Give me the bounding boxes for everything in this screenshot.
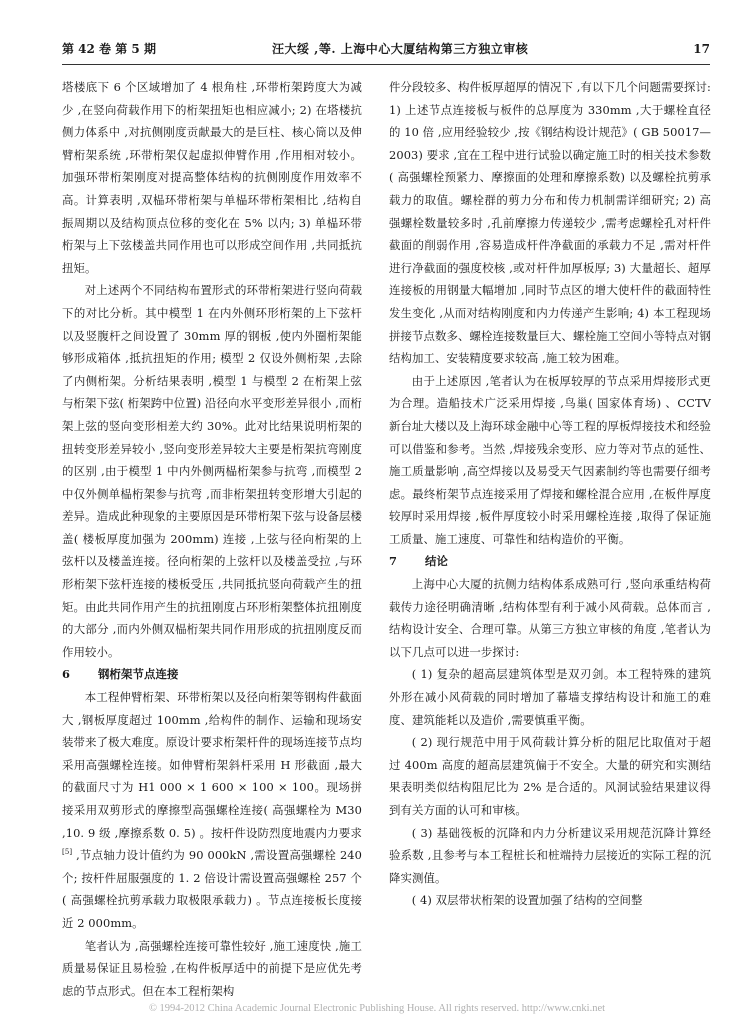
section-title: 钢桁架节点连接 (98, 667, 179, 682)
paragraph: ( 4) 双层带状桁架的设置加强了结构的空间整 (411, 893, 643, 908)
section-number: 7 (389, 554, 398, 569)
copyright-footer: © 1994-2012 China Academic Journal Electronic Publishing House. All rights reserved. http://www.cnki.net (148, 1003, 606, 1014)
header-divider (62, 64, 710, 65)
paragraph: ( 1) 复杂的超高层建筑体型是双刃剑。本工程特殊的建筑外形在减小风荷载的同时增加了幕墙支撑结构设计和施工的难度、建筑能耗以及造价 ,需要慎重平衡。 (389, 667, 711, 727)
running-header (62, 38, 710, 60)
paragraph-text: 本工程伸臂桁架、环带桁架以及径向桁架等钢构件截面大 ,钢板厚度超过 100mm ,给构件的制作、运输和现场安装带来了极大难度。原设计要求桁架杆件的现场连接节点均采用高强螺栓连接。如伸臂桁架斜杆采用 H 形截面 ,最大的截面尺寸为 H1 000 × 1 600 × 100 × 100。现场拼接采用双剪形式的摩擦型高强螺栓连接( 高强螺栓为 M30 ,10. 9 级 ,摩擦系数 0. 5) 。按杆件设防烈度地震内力要求 (62, 690, 362, 840)
citation-ref[interactable]: [5] (62, 848, 73, 857)
paragraph (62, 686, 362, 935)
paragraph: 上海中心大厦的抗侧力结构体系成熟可行 ,竖向承重结构荷载传力途径明确清晰 ,结构体型有利于减小风荷载。总体而言 ,结构设计安全、合理可靠。从第三方独立审核的角度 ,笔者认为以下几点可以进一步探讨: (389, 577, 711, 659)
left-column (62, 76, 362, 1002)
paragraph: ( 3) 基础筏板的沉降和内力分析建议采用规范沉降计算经验系数 ,且参考与本工程桩长和桩端持力层接近的实际工程的沉降实测值。 (389, 825, 711, 885)
section-heading-6 (62, 663, 362, 686)
volume-issue: 第 42 卷 第 5 期 (62, 42, 156, 56)
paragraph: 由于上述原因 ,笔者认为在板厚较厚的节点采用焊接形式更为合理。造船技术广泛采用焊接 ,鸟巢( 国家体育场) 、CCTV 新台址大楼以及上海环球金融中心等工程的厚板焊接技术和经验可以借鉴和参考。当然 ,焊接残余变形、应力等对节点的延性、施工质量影响 ,高空焊接以及易受天气因素制约等也需要仔细考虑。最终桁架节点连接采用了焊接和螺栓混合应用 ,在板件厚度较厚时采用焊接 ,板件厚度较小时采用螺栓连接 ,取得了保证施工质量、施工速度、可靠性和结构造价的平衡。 (389, 373, 711, 546)
section-heading-7 (389, 550, 711, 573)
section-title: 结论 (425, 554, 448, 569)
paragraph: 对上述两个不同结构布置形式的环带桁架进行竖向荷载下的对比分析。其中模型 1 在内外侧环形桁架的上下弦杆以及竖腹杆之间设置了 30mm 厚的钢板 ,使内外圈桁架能够形成箱体 ,抵抗扭矩的作用; 模型 2 仅设外侧桁架 ,去除了内侧桁架。分析结果表明 ,模型 1 与模型 2 在桁架上弦与桁架下弦( 桁架跨中位置) 沿径向水平变形差异很小 ,而桁架上弦的竖向变形相差大约 30%。此对比结果说明桁架的扭转变形差异较小 ,竖向变形差异较大主要是桁架抗弯刚度的区别 ,由于模型 1 中内外侧两榀桁架参与抗弯 ,而模型 2 中仅外侧单榀桁架参与抗弯 ,而非桁架扭转变形增大引起的差异。造成此种现象的主要原因是环带桁架下弦与设备层楼盖( 楼板厚度加强为 200mm) 连接 ,上弦与径向桁架的上弦杆以及楼盖连接。径向桁架的上弦杆以及楼盖受拉 ,与环形桁架下弦杆连接的楼板受压 ,共同抵抗竖向荷载产生的扭矩。由此共同作用产生的抗扭刚度占环形桁架整体抗扭刚度的大部分 ,而内外侧双榀桁架共同作用形成的抗扭刚度反而作用较小。 (62, 283, 362, 659)
page-number: 17 (693, 42, 710, 56)
running-title: 汪大绥 ,等. 上海中心大厦结构第三方独立审核 (272, 42, 529, 56)
paragraph: 笔者认为 ,高强螺栓连接可靠性较好 ,施工速度快 ,施工质量易保证且易检验 ,在构件板厚适中的前提下是应优先考虑的节点形式。但在本工程桁架构 (62, 938, 362, 998)
right-column (389, 76, 711, 912)
section-number: 6 (62, 667, 71, 682)
paragraph-text: ,节点轴力设计值约为 90 000kN ,需设置高强螺栓 240 个; 按杆件屈服强度的 1. 2 倍设计需设置高强螺栓 257 个( 高强螺栓抗剪承载力取极限承载力) 。节点连接板长度接近 2 000mm。 (62, 848, 362, 930)
paragraph: 塔楼底下 6 个区域增加了 4 根角柱 ,环带桁架跨度大为减少 ,在竖向荷载作用下的桁架扭矩也相应减小; 2) 在塔楼抗侧力体系中 ,对抗侧刚度贡献最大的是巨柱、核心筒以及伸臂桁架系统 ,环带桁架仅起虚拟伸臂作用 ,作用相对较小。加强环带桁架刚度对提高整体结构的抗侧刚度作用效率不高。计算表明 ,双榀环带桁架与单榀环带桁架相比 ,结构自振周期以及结构顶点位移的变化在 5% 以内; 3) 单榀环带桁架与上下弦楼盖共同作用也可以形成空间作用 ,共同抵抗扭矩。 (62, 80, 362, 275)
paragraph: 件分段较多、构件板厚超厚的情况下 ,有以下几个问题需要探讨: 1) 上述节点连接板与板件的总厚度为 330mm ,大于螺栓直径的 10 倍 ,应用经验较少 ,按《钢结构设计规范》( GB 50017—2003) 要求 ,宜在工程中进行试验以确定施工时的相关技术参数( 高强螺栓预紧力、摩擦面的处理和摩擦系数) 以及螺栓抗剪承载力的取值。螺栓群的剪力分布和传力机制需详细研究; 2) 高强螺栓数量较多时 ,孔前摩擦力传递较少 ,需考虑螺栓孔对杆件截面的削弱作用 ,容易造成杆件净截面的承载力不足 ,需对杆件进行净截面的强度校核 ,或对杆件加厚板厚; 3) 大量超长、超厚连接板的用钢量大幅增加 ,同时节点区的增大使杆件的截面特性发生变化 ,从而对结构刚度和内力传递产生影响; 4) 本工程现场拼接节点数多、螺栓连接数量巨大、螺栓施工空间小等特点对钢结构加工、安装精度要求较高 ,施工较为困难。 (389, 80, 711, 366)
paragraph: ( 2) 现行规范中用于风荷载计算分析的阻尼比取值对于超过 400m 高度的超高层建筑偏于不安全。大量的研究和实测结果表明类似结构阻尼比为 2% 是合适的。风洞试验结果建议得到有关方面的认可和审核。 (389, 735, 711, 817)
